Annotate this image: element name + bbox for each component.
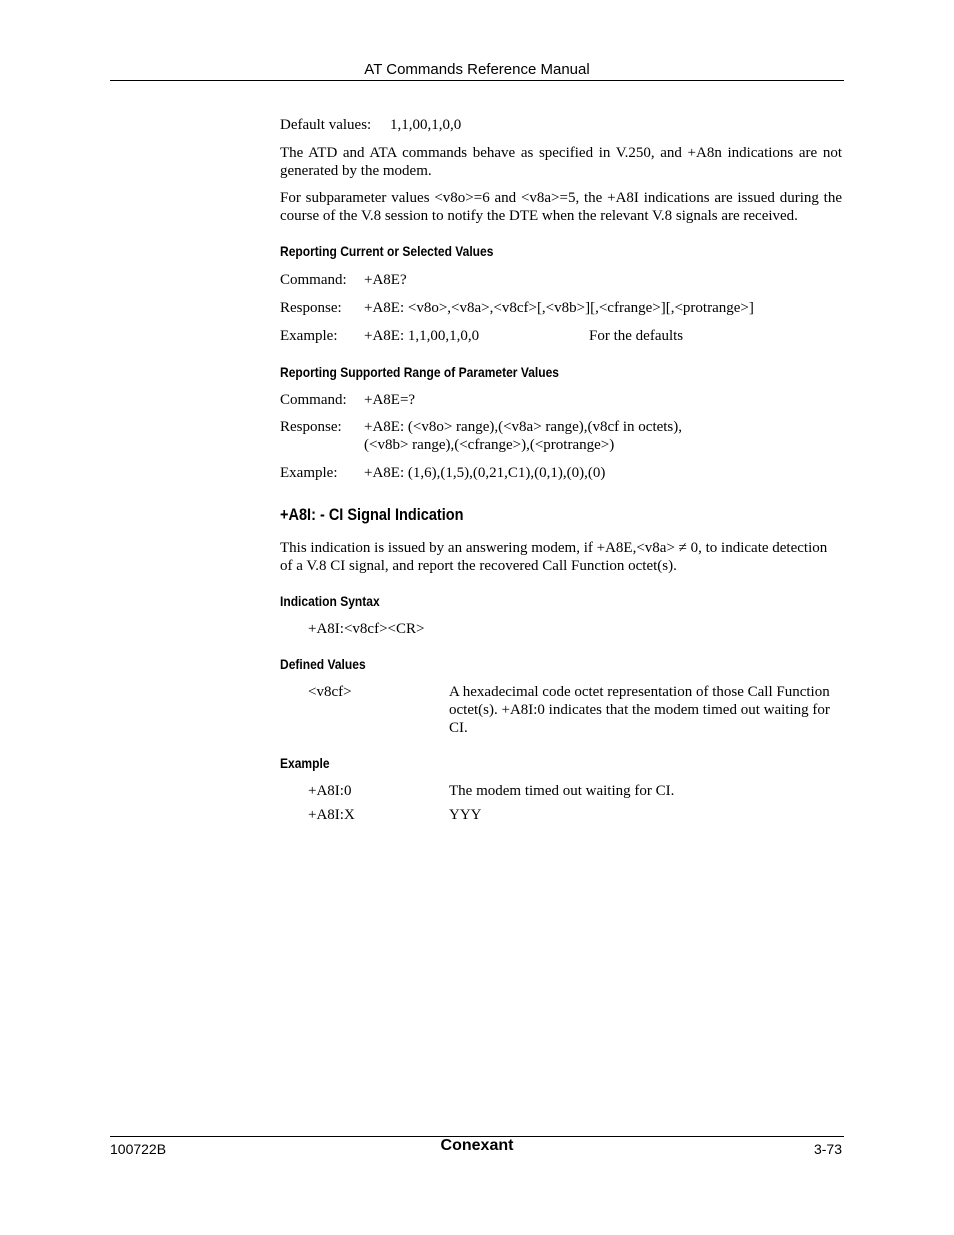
defined-value-row [308, 683, 842, 737]
range-command-row [280, 391, 842, 409]
heading-indication-syntax: Indication Syntax [280, 593, 380, 609]
header-rule [110, 80, 844, 81]
syntax-line: +A8I:<v8cf><CR> [308, 621, 425, 637]
default-values-label: Default values: [280, 117, 372, 133]
example-description: The modem timed out waiting for CI. [449, 783, 675, 799]
heading-reporting-range: Reporting Supported Range of Parameter Values [280, 364, 559, 380]
default-values-line [280, 116, 842, 134]
command-label: Command: [280, 272, 347, 288]
range-example-row [280, 464, 842, 482]
page-content [280, 116, 842, 824]
heading-a8i: +A8I: - CI Signal Indication [280, 506, 464, 524]
footer-doc-number: 100722B [110, 1141, 167, 1157]
current-command-row [280, 271, 842, 289]
a8i-intro: This indication is issued by an answering modem, if +A8E,<v8a> ≠ 0, to indicate detection of a V.8 CI signal, and report the recovered Call Function octet(s). [280, 540, 828, 574]
heading-example: Example [280, 755, 330, 771]
defined-value-name: <v8cf> [308, 684, 352, 700]
default-values-value: 1,1,00,1,0,0 [389, 117, 462, 133]
response-label: Response: [280, 419, 342, 435]
current-example-row [280, 327, 842, 345]
example-label: Example: [280, 465, 338, 481]
footer-page-number: 3-73 [813, 1141, 842, 1157]
response-value: +A8E: <v8o>,<v8a>,<v8cf>[,<v8b>][,<cfrange>][,<protrange>] [364, 300, 754, 316]
command-label: Command: [280, 392, 347, 408]
example-label: Example: [280, 328, 338, 344]
example-note: For the defaults [589, 328, 684, 344]
heading-reporting-current: Reporting Current or Selected Values [280, 243, 494, 259]
example-row [308, 806, 842, 824]
response-value-line-2: (<v8b> range),(<cfrange>),(<protrange>) [364, 437, 615, 453]
example-row [308, 782, 842, 800]
response-label: Response: [280, 300, 342, 316]
page-header-title: AT Commands Reference Manual [364, 61, 590, 78]
range-response-row [280, 418, 842, 454]
example-code: +A8I:X [308, 807, 355, 823]
example-description: YYY [449, 807, 482, 823]
command-value: +A8E? [364, 272, 407, 288]
paragraph-atd-ata: The ATD and ATA commands behave as specified in V.250, and +A8n indications are not generated by the modem. [280, 145, 842, 179]
example-value: +A8E: (1,6),(1,5),(0,21,C1),(0,1),(0),(0) [364, 465, 606, 481]
defined-value-description: A hexadecimal code octet representation of those Call Function octet(s). +A8I:0 indicates that the modem timed out waiting for CI. [449, 684, 830, 736]
current-response-row [280, 299, 842, 317]
example-value: +A8E: 1,1,00,1,0,0 [364, 328, 480, 344]
example-code: +A8I:0 [308, 783, 352, 799]
heading-defined-values: Defined Values [280, 656, 366, 672]
command-value: +A8E=? [364, 392, 416, 408]
response-value-line-1: +A8E: (<v8o> range),(<v8a> range),(v8cf in octets), [364, 419, 683, 435]
paragraph-subparameters: For subparameter values <v8o>=6 and <v8a>=5, the +A8I indications are issued during the course of the V.8 session to notify the DTE when the relevant V.8 signals are received. [280, 190, 842, 224]
footer-company: Conexant [440, 1137, 514, 1154]
